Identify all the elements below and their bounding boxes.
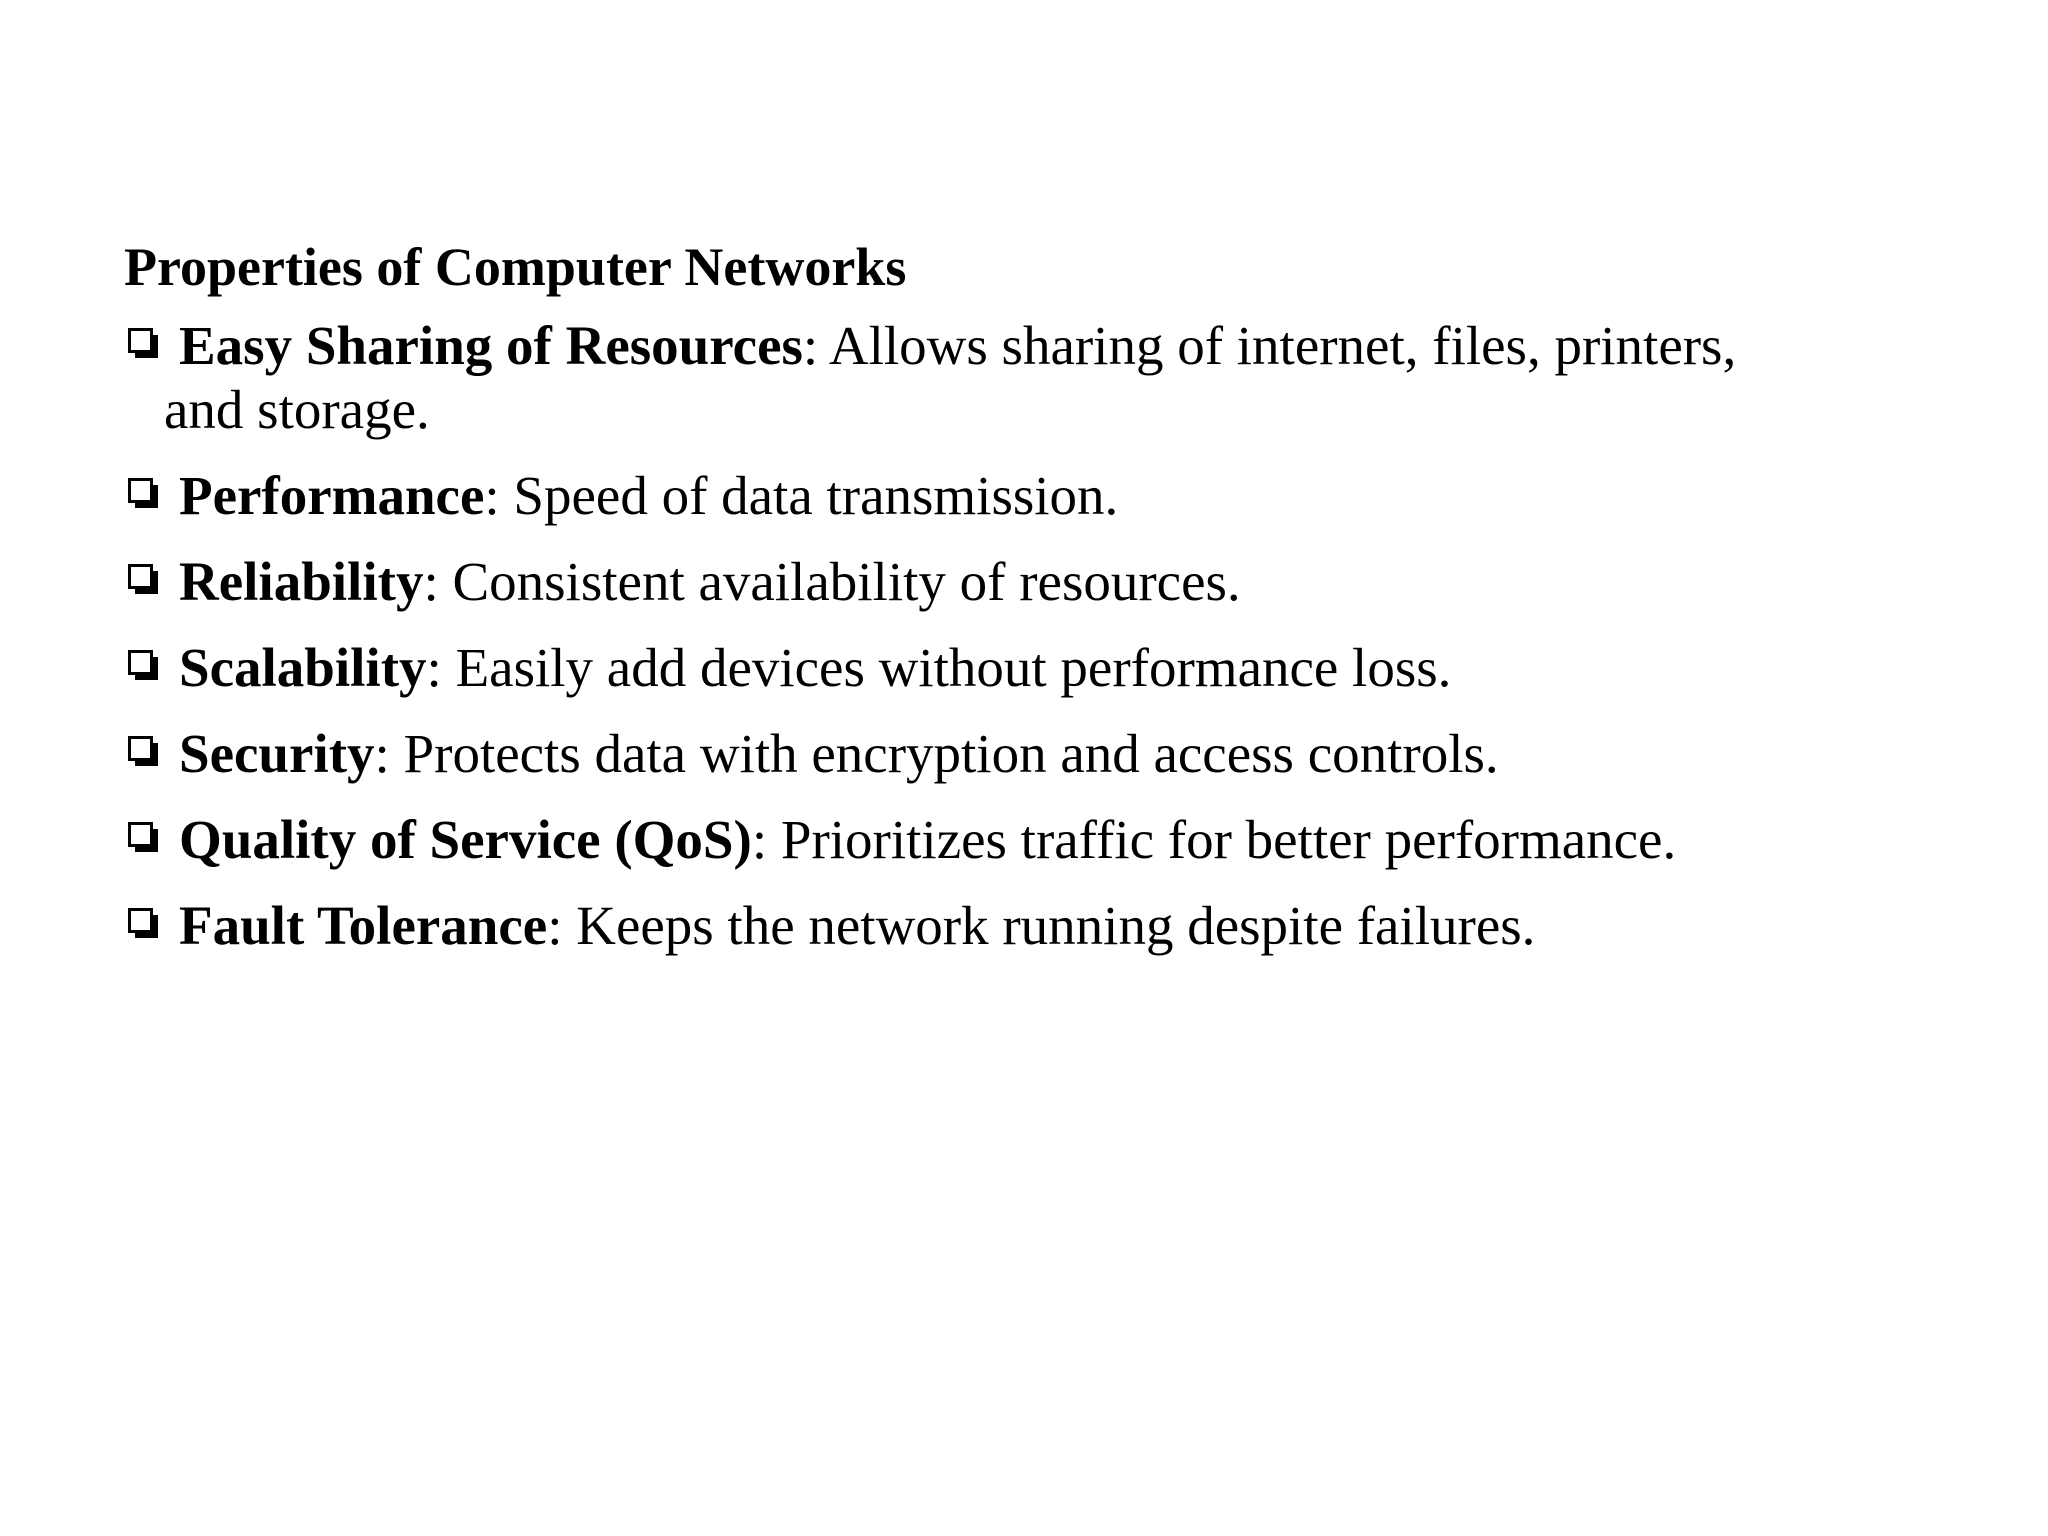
bullet-description: Keeps the network running despite failures. <box>576 895 1536 956</box>
bullet-separator: : <box>547 895 577 956</box>
bullet-term: Security <box>179 723 375 784</box>
bullet-term: Performance <box>179 465 485 526</box>
bullet-separator: : <box>484 465 514 526</box>
bullet-separator: : <box>751 809 781 870</box>
slide-content <box>124 232 1984 980</box>
bullet-description: Speed of data transmission. <box>513 465 1119 526</box>
bullet-description: Consistent availability of resources. <box>452 551 1241 612</box>
checkbox-icon <box>128 564 160 596</box>
bullet-description: Prioritizes traffic for better performance. <box>780 809 1677 870</box>
bullet-description: Allows sharing of internet, files, printers, <box>828 315 1737 376</box>
bullet-description: Easily add devices without performance loss. <box>455 637 1452 698</box>
bullet-separator: : <box>423 551 453 612</box>
bullet-item-qos <box>124 808 1984 872</box>
bullet-term: Scalability <box>179 637 427 698</box>
bullet-item-reliability <box>124 550 1984 614</box>
bullet-item-scalability <box>124 636 1984 700</box>
bullet-description-continued: and storage. <box>164 379 430 440</box>
checkbox-icon <box>128 736 160 768</box>
checkbox-icon <box>128 908 160 940</box>
bullet-term: Quality of Service (QoS) <box>179 809 752 870</box>
checkbox-icon <box>128 478 160 510</box>
bullet-separator: : <box>802 315 829 376</box>
checkbox-icon <box>128 822 160 854</box>
bullet-term: Fault Tolerance <box>179 895 548 956</box>
checkbox-icon <box>128 328 160 360</box>
bullet-separator: : <box>426 637 456 698</box>
bullet-list <box>124 314 1984 958</box>
bullet-item-performance <box>124 464 1984 528</box>
bullet-term: Easy Sharing of Resources <box>179 315 803 376</box>
bullet-item-security <box>124 722 1984 786</box>
bullet-item-fault-tolerance <box>124 894 1984 958</box>
checkbox-icon <box>128 650 160 682</box>
bullet-separator: : <box>374 723 404 784</box>
bullet-term: Reliability <box>179 551 424 612</box>
slide-title: Properties of Computer Networks <box>124 237 907 297</box>
bullet-description: Protects data with encryption and access controls. <box>403 723 1499 784</box>
bullet-item-easy-sharing <box>124 314 1984 442</box>
